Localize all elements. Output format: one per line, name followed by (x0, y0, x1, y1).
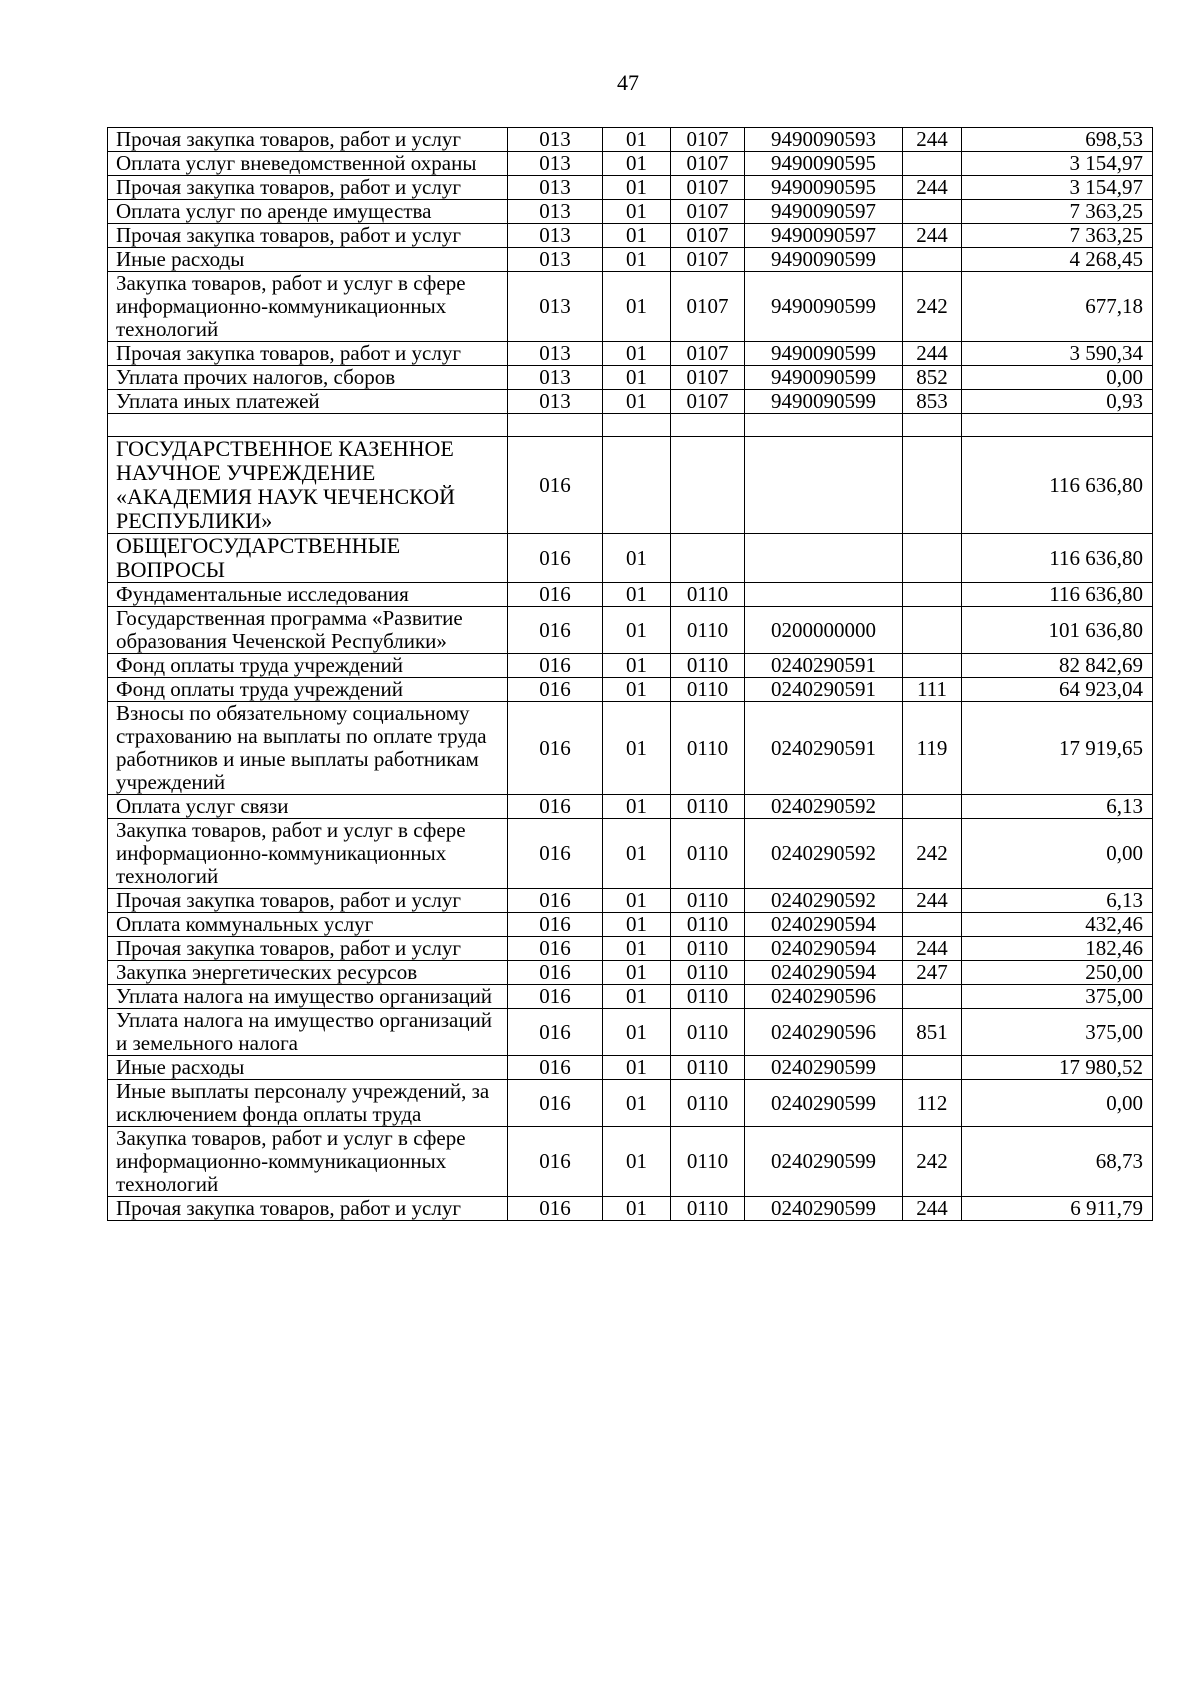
row-name: Оплата услуг вневедомственной охраны (108, 152, 508, 176)
row-expense-type-code (903, 607, 962, 654)
row-amount: 82 842,69 (962, 654, 1153, 678)
table-row (108, 961, 1153, 985)
row-amount: 6 911,79 (962, 1197, 1153, 1221)
row-target-code: 9490090599 (745, 366, 903, 390)
row-ved-code: 016 (508, 819, 603, 889)
row-name: Взносы по обязательному социальному страхованию на выплаты по оплате труда работников и иные выплаты работникам учреждений (108, 702, 508, 795)
row-expense-type-code (903, 200, 962, 224)
row-expense-type-code (903, 654, 962, 678)
row-name: Иные расходы (108, 1056, 508, 1080)
table-row (108, 272, 1153, 342)
row-amount: 3 154,97 (962, 176, 1153, 200)
row-name: Фонд оплаты труда учреждений (108, 678, 508, 702)
table-body (108, 128, 1153, 1221)
row-expense-type-code (903, 437, 962, 534)
row-subsection-code: 0110 (671, 1080, 745, 1127)
row-expense-type-code: 111 (903, 678, 962, 702)
row-target-code: 9490090597 (745, 224, 903, 248)
row-amount: 432,46 (962, 913, 1153, 937)
table-row (108, 913, 1153, 937)
row-amount: 17 919,65 (962, 702, 1153, 795)
row-subsection-code: 0110 (671, 1009, 745, 1056)
row-ved-code: 016 (508, 534, 603, 583)
row-target-code: 0240290596 (745, 985, 903, 1009)
row-subsection-code: 0110 (671, 985, 745, 1009)
table-row (108, 607, 1153, 654)
table-row (108, 678, 1153, 702)
row-subsection-code: 0110 (671, 1056, 745, 1080)
row-target-code (745, 437, 903, 534)
row-amount: 0,00 (962, 1080, 1153, 1127)
row-expense-type-code (903, 913, 962, 937)
row-ved-code: 016 (508, 702, 603, 795)
row-section-code: 01 (603, 913, 671, 937)
row-section-code: 01 (603, 1056, 671, 1080)
table-row (108, 224, 1153, 248)
row-expense-type-code: 247 (903, 961, 962, 985)
row-expense-type-code: 244 (903, 128, 962, 152)
row-target-code: 9490090595 (745, 152, 903, 176)
row-target-code: 0240290592 (745, 889, 903, 913)
row-section-code: 01 (603, 1080, 671, 1127)
row-target-code: 9490090599 (745, 248, 903, 272)
row-subsection-code: 0110 (671, 1197, 745, 1221)
row-section-code: 01 (603, 937, 671, 961)
row-expense-type-code (903, 534, 962, 583)
row-ved-code (508, 414, 603, 437)
row-subsection-code: 0110 (671, 913, 745, 937)
row-target-code: 9490090595 (745, 176, 903, 200)
table-row (108, 795, 1153, 819)
row-target-code (745, 534, 903, 583)
row-name: Уплата налога на имущество организаций и земельного налога (108, 1009, 508, 1056)
row-name: Прочая закупка товаров, работ и услуг (108, 1197, 508, 1221)
budget-table (107, 127, 1153, 1221)
row-target-code: 9490090599 (745, 390, 903, 414)
row-name: Закупка товаров, работ и услуг в сфере информационно-коммуникационных технологий (108, 1127, 508, 1197)
row-ved-code: 016 (508, 985, 603, 1009)
row-ved-code: 016 (508, 889, 603, 913)
row-expense-type-code: 244 (903, 937, 962, 961)
row-subsection-code: 0107 (671, 176, 745, 200)
row-ved-code: 016 (508, 607, 603, 654)
row-section-code: 01 (603, 654, 671, 678)
row-subsection-code: 0110 (671, 961, 745, 985)
row-amount: 64 923,04 (962, 678, 1153, 702)
row-ved-code: 016 (508, 678, 603, 702)
row-section-code: 01 (603, 1197, 671, 1221)
row-subsection-code: 0110 (671, 937, 745, 961)
row-amount: 116 636,80 (962, 534, 1153, 583)
row-name: Закупка энергетических ресурсов (108, 961, 508, 985)
row-expense-type-code: 112 (903, 1080, 962, 1127)
row-expense-type-code (903, 795, 962, 819)
table-row (108, 702, 1153, 795)
row-subsection-code: 0110 (671, 795, 745, 819)
row-expense-type-code (903, 152, 962, 176)
row-name: Оплата услуг связи (108, 795, 508, 819)
table-row (108, 200, 1153, 224)
row-amount: 0,00 (962, 366, 1153, 390)
row-target-code: 0240290592 (745, 819, 903, 889)
table-row (108, 128, 1153, 152)
row-ved-code: 013 (508, 272, 603, 342)
row-subsection-code: 0107 (671, 200, 745, 224)
row-ved-code: 013 (508, 248, 603, 272)
row-name: ГОСУДАРСТВЕННОЕ КАЗЕННОЕ НАУЧНОЕ УЧРЕЖДЕНИЕ «АКАДЕМИЯ НАУК ЧЕЧЕНСКОЙ РЕСПУБЛИКИ» (108, 437, 508, 534)
row-ved-code: 016 (508, 583, 603, 607)
table-row (108, 1080, 1153, 1127)
row-ved-code: 016 (508, 937, 603, 961)
row-ved-code: 013 (508, 390, 603, 414)
row-section-code (603, 437, 671, 534)
row-amount: 7 363,25 (962, 200, 1153, 224)
row-name: Иные расходы (108, 248, 508, 272)
row-expense-type-code: 242 (903, 819, 962, 889)
row-amount: 375,00 (962, 985, 1153, 1009)
row-subsection-code: 0107 (671, 128, 745, 152)
row-section-code: 01 (603, 702, 671, 795)
row-ved-code: 013 (508, 224, 603, 248)
row-subsection-code: 0110 (671, 1127, 745, 1197)
row-ved-code: 016 (508, 654, 603, 678)
row-amount: 101 636,80 (962, 607, 1153, 654)
row-subsection-code: 0107 (671, 272, 745, 342)
row-section-code: 01 (603, 272, 671, 342)
row-expense-type-code (903, 1056, 962, 1080)
row-name: Прочая закупка товаров, работ и услуг (108, 176, 508, 200)
row-ved-code: 016 (508, 1127, 603, 1197)
row-name: Прочая закупка товаров, работ и услуг (108, 128, 508, 152)
row-target-code: 0240290594 (745, 961, 903, 985)
row-subsection-code: 0107 (671, 390, 745, 414)
row-subsection-code: 0107 (671, 152, 745, 176)
row-target-code: 9490090593 (745, 128, 903, 152)
table-row (108, 819, 1153, 889)
row-amount: 0,00 (962, 819, 1153, 889)
row-target-code (745, 414, 903, 437)
row-expense-type-code: 244 (903, 176, 962, 200)
table-row (108, 342, 1153, 366)
row-subsection-code: 0107 (671, 224, 745, 248)
row-subsection-code: 0110 (671, 654, 745, 678)
row-ved-code: 016 (508, 437, 603, 534)
row-ved-code: 016 (508, 961, 603, 985)
row-target-code: 0240290599 (745, 1127, 903, 1197)
row-target-code: 0240290599 (745, 1080, 903, 1127)
section-row (108, 534, 1153, 583)
row-section-code: 01 (603, 583, 671, 607)
row-expense-type-code: 244 (903, 342, 962, 366)
row-expense-type-code (903, 248, 962, 272)
row-target-code: 0240290599 (745, 1056, 903, 1080)
row-target-code (745, 583, 903, 607)
row-subsection-code: 0110 (671, 889, 745, 913)
row-expense-type-code: 242 (903, 1127, 962, 1197)
row-amount: 17 980,52 (962, 1056, 1153, 1080)
row-target-code: 0240290594 (745, 937, 903, 961)
row-subsection-code: 0110 (671, 607, 745, 654)
table-row (108, 937, 1153, 961)
row-expense-type-code: 242 (903, 272, 962, 342)
row-target-code: 9490090599 (745, 272, 903, 342)
row-name: Уплата налога на имущество организаций (108, 985, 508, 1009)
row-name: Государственная программа «Развитие образования Чеченской Республики» (108, 607, 508, 654)
row-ved-code: 013 (508, 176, 603, 200)
table-row (108, 985, 1153, 1009)
row-name: Прочая закупка товаров, работ и услуг (108, 889, 508, 913)
row-section-code (603, 414, 671, 437)
row-section-code: 01 (603, 961, 671, 985)
row-subsection-code (671, 414, 745, 437)
row-ved-code: 013 (508, 200, 603, 224)
page-number: 47 (617, 70, 639, 95)
table-row (108, 1056, 1153, 1080)
row-amount: 0,93 (962, 390, 1153, 414)
table-row (108, 583, 1153, 607)
row-name: ОБЩЕГОСУДАРСТВЕННЫЕ ВОПРОСЫ (108, 534, 508, 583)
row-subsection-code: 0107 (671, 366, 745, 390)
row-name: Оплата услуг по аренде имущества (108, 200, 508, 224)
row-target-code: 0240290591 (745, 702, 903, 795)
row-amount: 375,00 (962, 1009, 1153, 1056)
row-expense-type-code: 851 (903, 1009, 962, 1056)
table-row (108, 390, 1153, 414)
row-name: Закупка товаров, работ и услуг в сфере информационно-коммуникационных технологий (108, 272, 508, 342)
row-name (108, 414, 508, 437)
row-subsection-code: 0110 (671, 819, 745, 889)
row-expense-type-code (903, 985, 962, 1009)
row-amount: 3 154,97 (962, 152, 1153, 176)
row-amount: 68,73 (962, 1127, 1153, 1197)
row-target-code: 0240290596 (745, 1009, 903, 1056)
row-name: Фонд оплаты труда учреждений (108, 654, 508, 678)
row-section-code: 01 (603, 248, 671, 272)
row-subsection-code: 0107 (671, 248, 745, 272)
row-name: Прочая закупка товаров, работ и услуг (108, 937, 508, 961)
row-section-code: 01 (603, 795, 671, 819)
row-subsection-code: 0107 (671, 342, 745, 366)
row-expense-type-code: 244 (903, 1197, 962, 1221)
organization-row (108, 437, 1153, 534)
row-ved-code: 013 (508, 342, 603, 366)
row-name: Фундаментальные исследования (108, 583, 508, 607)
row-name: Прочая закупка товаров, работ и услуг (108, 224, 508, 248)
row-target-code: 0240290591 (745, 654, 903, 678)
row-target-code: 0240290591 (745, 678, 903, 702)
row-target-code: 0200000000 (745, 607, 903, 654)
row-amount: 6,13 (962, 795, 1153, 819)
row-ved-code: 016 (508, 795, 603, 819)
row-amount: 6,13 (962, 889, 1153, 913)
row-section-code: 01 (603, 366, 671, 390)
table-row (108, 889, 1153, 913)
row-amount: 116 636,80 (962, 583, 1153, 607)
row-amount: 4 268,45 (962, 248, 1153, 272)
row-amount: 250,00 (962, 961, 1153, 985)
row-expense-type-code: 852 (903, 366, 962, 390)
row-section-code: 01 (603, 176, 671, 200)
row-ved-code: 016 (508, 1080, 603, 1127)
table-row (108, 366, 1153, 390)
row-section-code: 01 (603, 678, 671, 702)
row-amount: 7 363,25 (962, 224, 1153, 248)
row-amount: 677,18 (962, 272, 1153, 342)
row-section-code: 01 (603, 200, 671, 224)
row-expense-type-code: 244 (903, 889, 962, 913)
row-section-code: 01 (603, 889, 671, 913)
row-section-code: 01 (603, 1009, 671, 1056)
row-subsection-code: 0110 (671, 583, 745, 607)
row-amount: 182,46 (962, 937, 1153, 961)
row-amount (962, 414, 1153, 437)
row-expense-type-code: 853 (903, 390, 962, 414)
row-target-code: 0240290599 (745, 1197, 903, 1221)
row-expense-type-code (903, 583, 962, 607)
row-section-code: 01 (603, 390, 671, 414)
row-name: Закупка товаров, работ и услуг в сфере информационно-коммуникационных технологий (108, 819, 508, 889)
row-ved-code: 016 (508, 1056, 603, 1080)
row-ved-code: 016 (508, 913, 603, 937)
row-name: Иные выплаты персоналу учреждений, за исключением фонда оплаты труда (108, 1080, 508, 1127)
row-ved-code: 013 (508, 366, 603, 390)
row-section-code: 01 (603, 985, 671, 1009)
row-subsection-code (671, 437, 745, 534)
row-section-code: 01 (603, 1127, 671, 1197)
table-row (108, 654, 1153, 678)
row-section-code: 01 (603, 819, 671, 889)
table-row (108, 1009, 1153, 1056)
row-expense-type-code (903, 414, 962, 437)
row-ved-code: 016 (508, 1009, 603, 1056)
row-ved-code: 016 (508, 1197, 603, 1221)
row-amount: 3 590,34 (962, 342, 1153, 366)
row-amount: 698,53 (962, 128, 1153, 152)
row-target-code: 0240290594 (745, 913, 903, 937)
row-target-code: 9490090599 (745, 342, 903, 366)
table-row (108, 248, 1153, 272)
row-name: Уплата иных платежей (108, 390, 508, 414)
row-subsection-code: 0110 (671, 678, 745, 702)
row-subsection-code: 0110 (671, 702, 745, 795)
row-ved-code: 013 (508, 152, 603, 176)
row-name: Уплата прочих налогов, сборов (108, 366, 508, 390)
row-name: Прочая закупка товаров, работ и услуг (108, 342, 508, 366)
blank-row (108, 414, 1153, 437)
table-row (108, 176, 1153, 200)
row-section-code: 01 (603, 342, 671, 366)
row-name: Оплата коммунальных услуг (108, 913, 508, 937)
table-row (108, 1127, 1153, 1197)
row-section-code: 01 (603, 152, 671, 176)
row-section-code: 01 (603, 607, 671, 654)
row-subsection-code (671, 534, 745, 583)
table-row (108, 152, 1153, 176)
row-amount: 116 636,80 (962, 437, 1153, 534)
row-section-code: 01 (603, 534, 671, 583)
table-row (108, 1197, 1153, 1221)
row-target-code: 0240290592 (745, 795, 903, 819)
row-expense-type-code: 119 (903, 702, 962, 795)
row-target-code: 9490090597 (745, 200, 903, 224)
row-section-code: 01 (603, 224, 671, 248)
row-section-code: 01 (603, 128, 671, 152)
row-ved-code: 013 (508, 128, 603, 152)
row-expense-type-code: 244 (903, 224, 962, 248)
